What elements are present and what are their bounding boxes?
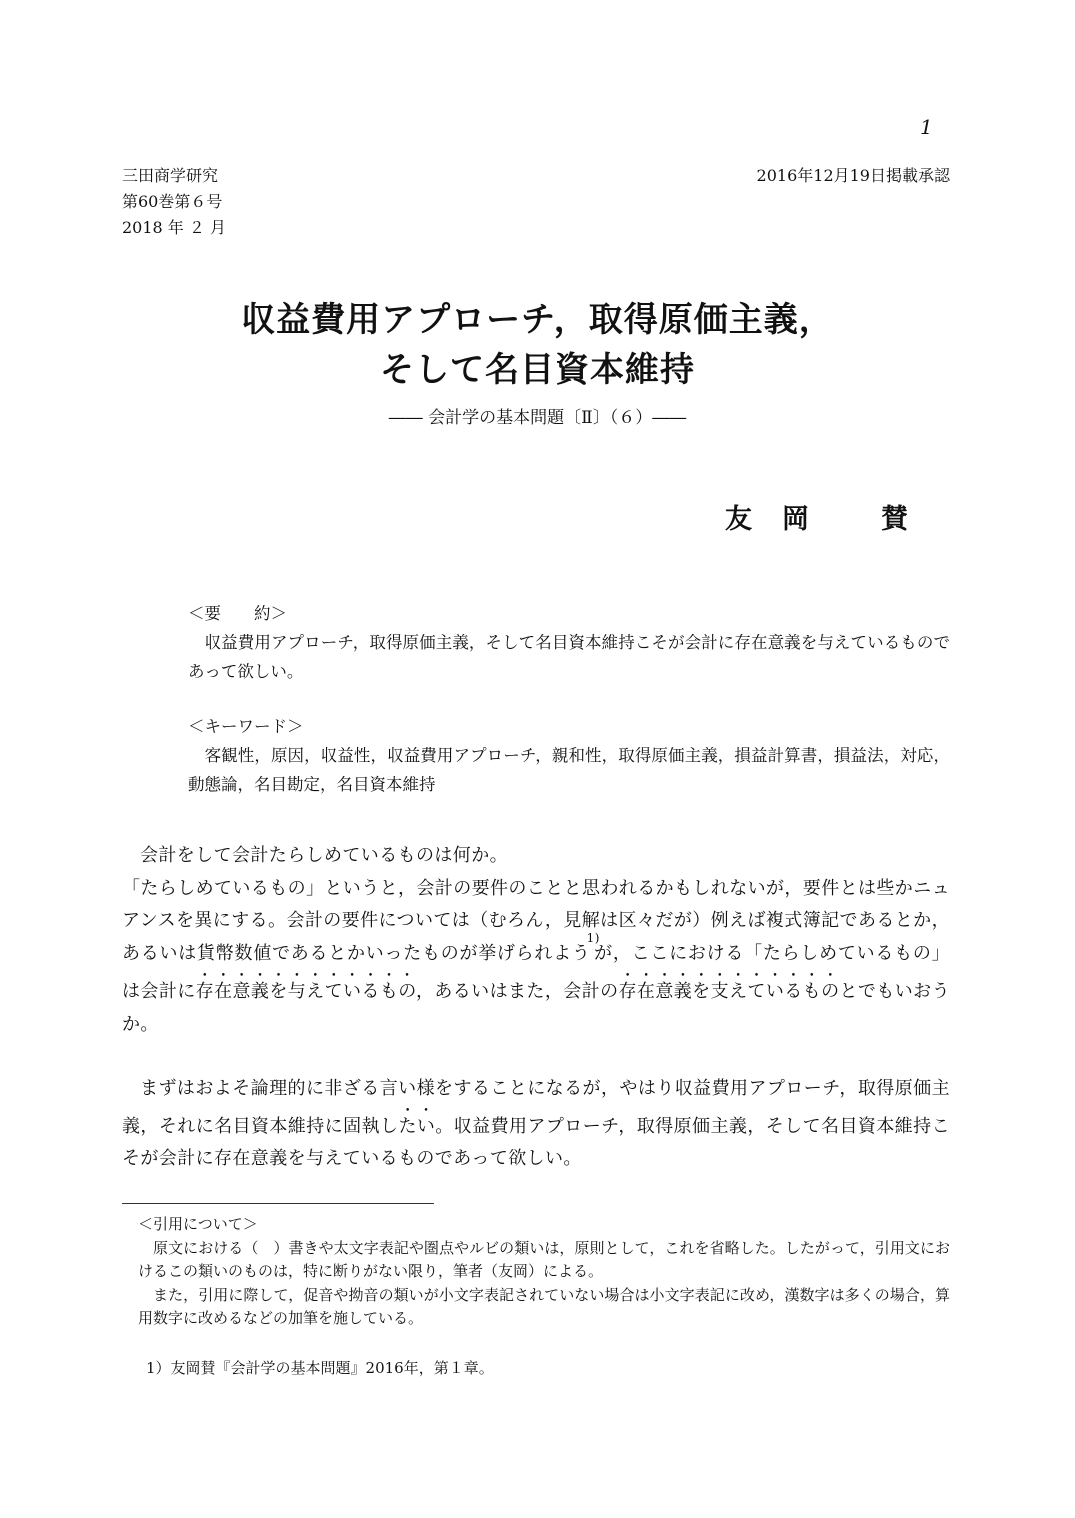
acceptance-date: 2016年12月19日掲載承認 (756, 166, 950, 185)
keywords-text: 客観性，原因，収益性，収益費用アプローチ，親和性，取得原価主義，損益計算書，損益法，対応，動態論，名目勘定，名目資本維持 (188, 746, 950, 794)
journal-volume: 第60巻第６号 (122, 192, 223, 211)
keywords (188, 712, 950, 799)
footnotes (138, 1213, 950, 1380)
title-line-1: 収益費用アプローチ，取得原価主義， (241, 300, 834, 340)
citation-note-1: 原文における（ ）書きや太文字表記や圏点やルビの類いは，原則として，これを省略した。したがって，引用文におけるこの類いのものは，特に断りがない限り，筆者（友岡）による。 (138, 1238, 950, 1280)
author-family-1: 友 (725, 504, 754, 535)
p3-text-b: 。収益費用アプローチ，取得原価主義，そして名目資本維持こそが会計に存在意義を与えているものであって欲しい。 (122, 1115, 951, 1169)
journal-date: 2018 年 ２ 月 (122, 218, 226, 237)
citation-heading: ＜引用について＞ (138, 1215, 258, 1233)
keywords-heading: ＜キーワード＞ (188, 717, 304, 736)
p2-text-a: 「たらしめているもの」というと，会計の要件のことと思われるかもしれないが，要件とは些かニュアンスを異にする。会計の要件については（むろん，見解は区々だが）例えば複式簿記であるとか，あるいは貨幣数値であるとかいったものが挙げられよう (122, 877, 950, 964)
journal-name: 三田商学研究 (122, 166, 219, 185)
journal-info (122, 163, 226, 241)
p3-text-a: まずはおよそ論理的に非ざる言い様をすることになるが，やはり収益費用アプローチ，取得原価主義，それに名目資本維持に固執し (122, 1078, 950, 1137)
author-given: 賛 (881, 504, 910, 535)
p3-emphasis: たい (398, 1115, 436, 1137)
p2-text-d: とでもいおうか。 (122, 981, 950, 1035)
abstract-text: 収益費用アプローチ，取得原価主義，そして名目資本維持こそが会計に存在意義を与えているものであって欲しい。 (188, 633, 950, 681)
p2-text-b: が，ここにおける「たらしめているもの」は会計に (122, 942, 950, 1002)
p2-text-c: ，あるいはまた，会計の (415, 981, 619, 1002)
footnote-1: 1）友岡賛『会計学の基本問題』2016年，第１章。 (146, 1358, 494, 1377)
p2-emphasis-1: 存在意義を与えているもの (195, 981, 416, 1002)
author-family-2: 岡 (782, 504, 811, 535)
p2-emphasis-2: 存在意義を支えているもの (618, 981, 840, 1002)
title-line-2: そして名目資本維持 (380, 350, 695, 390)
abstract (188, 599, 950, 686)
paragraph-2 (122, 873, 950, 1042)
citation-note-2: また，引用に際して，促音や拗音の類いが小文字表記されていない場合は小文字表記に改め，漢数字は多くの場合，算用数字に改めるなどの加筆を施している。 (138, 1285, 950, 1327)
abstract-heading: ＜要 約＞ (188, 604, 287, 623)
body-text-2 (122, 1073, 950, 1176)
footnote-divider (122, 1203, 434, 1204)
footnote-ref-1[interactable]: 1) (586, 930, 600, 945)
paragraph-1: 会計をして会計たらしめているものは何か。 (140, 845, 508, 866)
paper-title (0, 295, 1075, 395)
page-number: 1 (920, 115, 933, 139)
author-name (725, 497, 938, 536)
body-text (122, 840, 950, 1041)
paper-subtitle: ―― 会計学の基本問題〔Ⅱ〕（６）―― (388, 408, 687, 428)
paragraph-3 (122, 1073, 950, 1176)
